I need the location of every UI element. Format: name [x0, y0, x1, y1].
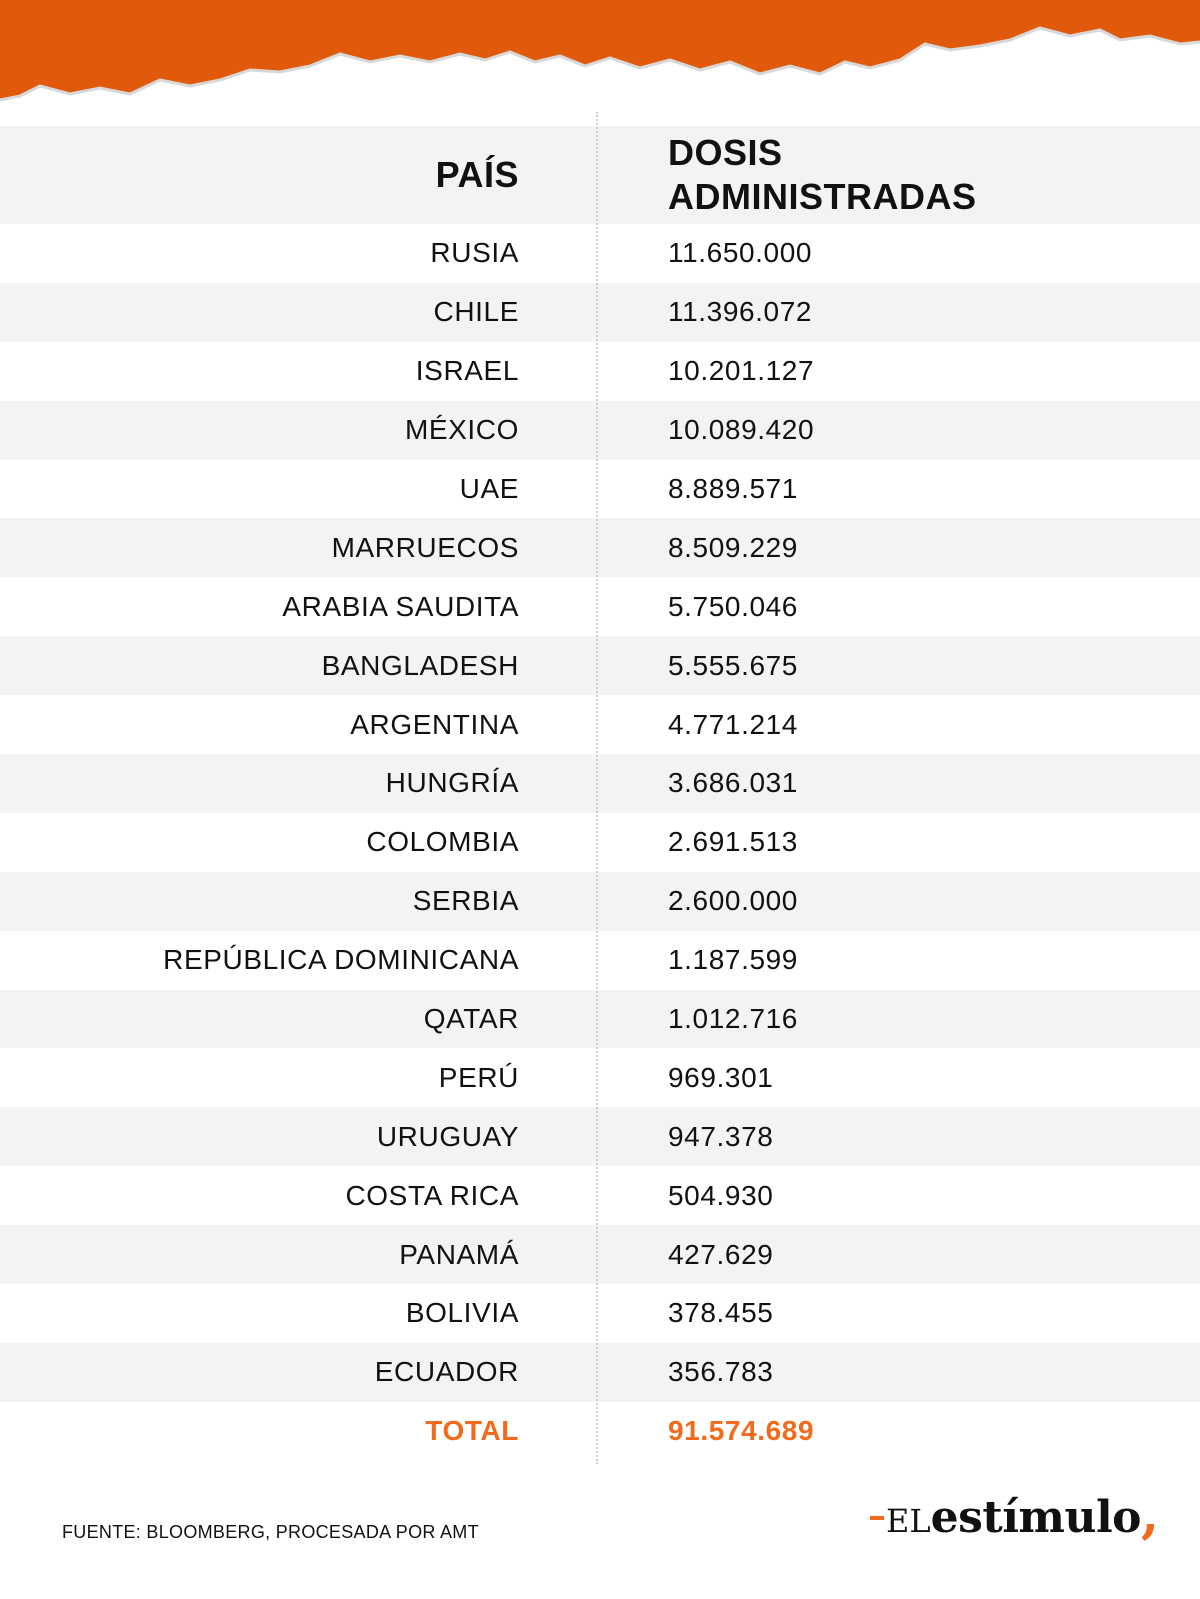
doses-cell: 1.012.716 [668, 1003, 798, 1035]
doses-cell: 2.600.000 [668, 885, 798, 917]
logo-el: EL [886, 1502, 931, 1540]
table-row [0, 872, 1200, 931]
table-row [0, 460, 1200, 519]
table-row [0, 813, 1200, 872]
country-cell: HUNGRÍA [385, 767, 519, 799]
doses-cell: 8.509.229 [668, 531, 798, 563]
table-row [0, 577, 1200, 636]
country-cell: BANGLADESH [321, 649, 519, 681]
doses-cell: 356.783 [668, 1356, 774, 1388]
table-row [0, 1284, 1200, 1343]
table-row [0, 224, 1200, 283]
country-cell: PERÚ [438, 1061, 519, 1093]
doses-cell: 10.089.420 [668, 414, 815, 446]
doses-cell: 11.396.072 [668, 296, 813, 328]
table-row [0, 1225, 1200, 1284]
doses-cell: 427.629 [668, 1238, 774, 1270]
source-note: FUENTE: BLOOMBERG, PROCESADA POR AMT [62, 1522, 479, 1542]
table-body [0, 224, 1200, 1402]
table-row [0, 1343, 1200, 1402]
doses-cell: 11.650.000 [668, 237, 813, 269]
table-header [0, 126, 1200, 224]
country-cell: MÉXICO [404, 414, 519, 446]
table-row [0, 754, 1200, 813]
table-row [0, 283, 1200, 342]
country-cell: ECUADOR [374, 1356, 519, 1388]
table-row [0, 1107, 1200, 1166]
logo-name: estímulo [930, 1492, 1142, 1543]
doses-cell: 8.889.571 [668, 473, 798, 504]
table-row [0, 518, 1200, 577]
doses-cell: 4.771.214 [668, 708, 798, 740]
el-estimulo-logo [870, 1484, 1159, 1545]
total-label: TOTAL [425, 1415, 519, 1447]
table-row [0, 695, 1200, 754]
total-row [0, 1402, 1200, 1461]
country-cell: COSTA RICA [345, 1179, 519, 1211]
doses-cell: 3.686.031 [668, 767, 798, 799]
table-row [0, 342, 1200, 401]
country-cell: ARABIA SAUDITA [282, 590, 519, 622]
total-value: 91.574.689 [668, 1415, 815, 1447]
doses-cell: 504.930 [668, 1179, 774, 1211]
table-row [0, 1166, 1200, 1225]
table-row [0, 931, 1200, 990]
header-doses-line2: ADMINISTRADAS [668, 176, 977, 217]
logo-dash [870, 1516, 884, 1520]
torn-paper-banner [0, 0, 1200, 130]
country-cell: MARRUECOS [331, 531, 519, 563]
header-doses-line1: DOSIS [668, 132, 783, 173]
country-cell: PANAMÁ [399, 1238, 519, 1270]
doses-cell: 378.455 [668, 1297, 774, 1329]
table-row [0, 990, 1200, 1049]
doses-cell: 947.378 [668, 1120, 774, 1152]
country-cell: REPÚBLICA DOMINICANA [163, 944, 519, 976]
country-cell: BOLIVIA [405, 1297, 519, 1329]
doses-cell: 10.201.127 [668, 355, 815, 387]
doses-cell: 2.691.513 [668, 826, 798, 858]
country-cell: ISRAEL [415, 355, 519, 387]
table-row [0, 1048, 1200, 1107]
header-country: PAÍS [435, 154, 519, 195]
table-row [0, 636, 1200, 695]
table-row [0, 401, 1200, 460]
country-cell: CHILE [433, 296, 519, 328]
doses-cell: 1.187.599 [668, 944, 798, 976]
country-cell: SERBIA [412, 885, 519, 917]
top-banner [0, 0, 1200, 130]
country-cell: COLOMBIA [366, 826, 519, 858]
country-cell: UAE [459, 473, 519, 504]
doses-cell: 5.750.046 [668, 590, 798, 622]
country-cell: QATAR [423, 1003, 519, 1035]
country-cell: RUSIA [430, 237, 519, 269]
doses-cell: 5.555.675 [668, 649, 798, 681]
country-cell: URUGUAY [376, 1120, 519, 1152]
column-divider [596, 112, 598, 1464]
vaccination-table [0, 126, 1200, 1461]
doses-cell: 969.301 [668, 1061, 774, 1093]
header-doses [668, 126, 977, 224]
logo-comma: , [1141, 1484, 1160, 1545]
country-cell: ARGENTINA [350, 708, 519, 740]
